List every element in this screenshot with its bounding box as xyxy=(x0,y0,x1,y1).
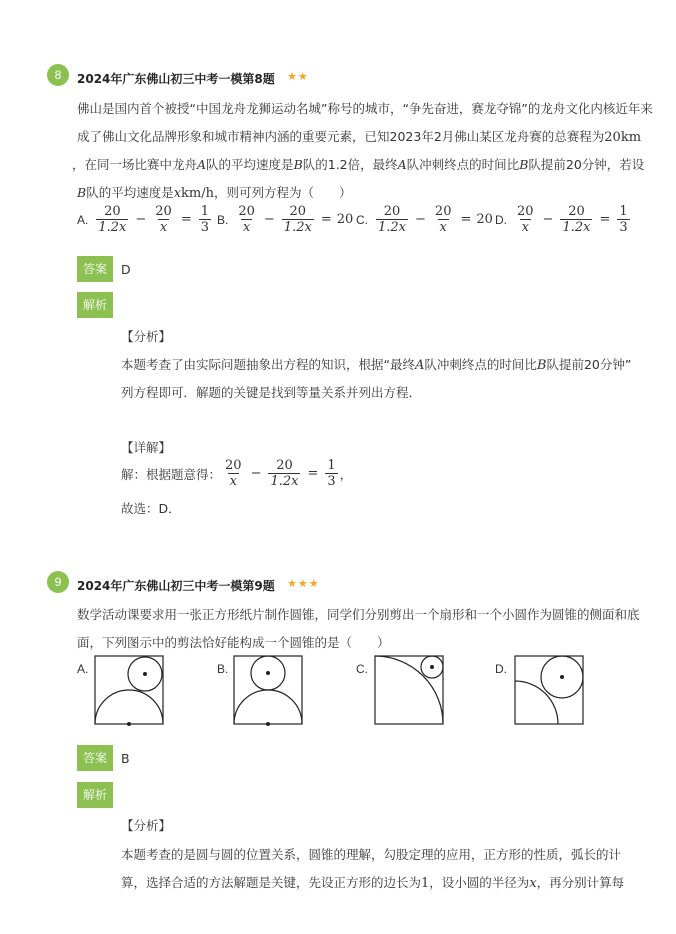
difficulty-stars: ★★ xyxy=(287,70,309,83)
option-b-label: B. xyxy=(217,662,229,676)
detail-equation: 解：根据题意得： $\frac{20}{x}$ − $\frac{20}{1.2x}$ = $\frac{1}{3}$ ， xyxy=(121,458,353,489)
question-stem-line: ，在同一场比赛中龙舟A队的平均速度是B队的1.2倍，最终A队冲刺终点的时间比B队提前20分钟，若设 xyxy=(72,157,645,172)
question-number-badge: 9 xyxy=(47,571,69,593)
option-c[interactable]: C. $\frac{20}{1.2x}$ − $\frac{20}{x}$ = 20 xyxy=(356,204,493,235)
analysis-text: 本题考查的是圆与圆的位置关系，圆锥的理解，勾股定理的应用，正方形的性质，弧长的计 xyxy=(121,847,622,862)
option-c-label: C. xyxy=(356,662,368,676)
option-b-figure[interactable] xyxy=(233,654,305,728)
answer-value: D xyxy=(121,262,131,277)
answer-value: B xyxy=(121,751,130,766)
question-stem-line: 数学活动课要求用一张正方形纸片制作圆锥，同学们分别剪出一个扇形和一个小圆作为圆锥的侧面和底 xyxy=(77,607,640,622)
analysis-text: 列方程即可．解题的关键是找到等量关系并列出方程． xyxy=(121,385,422,400)
answer-badge: 答案 xyxy=(77,256,113,282)
option-a-label: A. xyxy=(77,662,89,676)
answer-badge: 答案 xyxy=(77,745,113,771)
analysis-heading: 【分析】 xyxy=(121,329,172,344)
analysis-heading: 【分析】 xyxy=(121,818,172,833)
analysis-badge: 解析 xyxy=(77,782,113,808)
analysis-badge: 解析 xyxy=(77,292,113,318)
option-b[interactable]: B. $\frac{20}{x}$ − $\frac{20}{1.2x}$ = 20 xyxy=(217,204,354,235)
option-d-figure[interactable] xyxy=(514,654,586,728)
option-a-figure[interactable] xyxy=(94,654,166,728)
question-title: 2024年广东佛山初三中考一模第8题 xyxy=(77,72,275,86)
question-stem-line: 佛山是国内首个被授“中国龙舟龙狮运动名城”称号的城市，“争先奋进，赛龙夺锦”的龙舟文化内核近年来 xyxy=(77,101,653,116)
option-a[interactable]: A. $\frac{20}{1.2x}$ − $\frac{20}{x}$ = $\frac{1}{3}$ xyxy=(77,204,209,235)
option-d[interactable]: D. $\frac{20}{x}$ − $\frac{20}{1.2x}$ = $\frac{1}{3}$ xyxy=(495,204,628,235)
difficulty-stars: ★★★ xyxy=(287,577,320,590)
detail-heading: 【详解】 xyxy=(121,440,172,455)
analysis-text: 算，选择合适的方法解题是关键，先设正方形的边长为1，设小圆的半径为x，再分别计算每 xyxy=(121,875,625,891)
question-stem-line: 面，下列图示中的剪法恰好能构成一个圆锥的是（ ） xyxy=(77,635,390,650)
question-stem-line: B队的平均速度是xkm/h，则可列方程为（ ） xyxy=(77,185,352,201)
question-number-badge: 8 xyxy=(47,64,69,86)
analysis-text: 本题考查了由实际问题抽象出方程的知识，根据“最终A队冲刺终点的时间比B队提前20分钟” xyxy=(121,357,632,373)
question-stem-line: 成了佛山文化品牌形象和城市精神内涵的重要元素，已知2023年2月佛山某区龙舟赛的总赛程为20km xyxy=(77,129,642,145)
option-d-label: D. xyxy=(495,662,507,676)
option-c-figure[interactable] xyxy=(374,654,446,728)
conclusion-text: 故选：D． xyxy=(121,501,181,516)
question-title: 2024年广东佛山初三中考一模第9题 xyxy=(77,579,275,593)
